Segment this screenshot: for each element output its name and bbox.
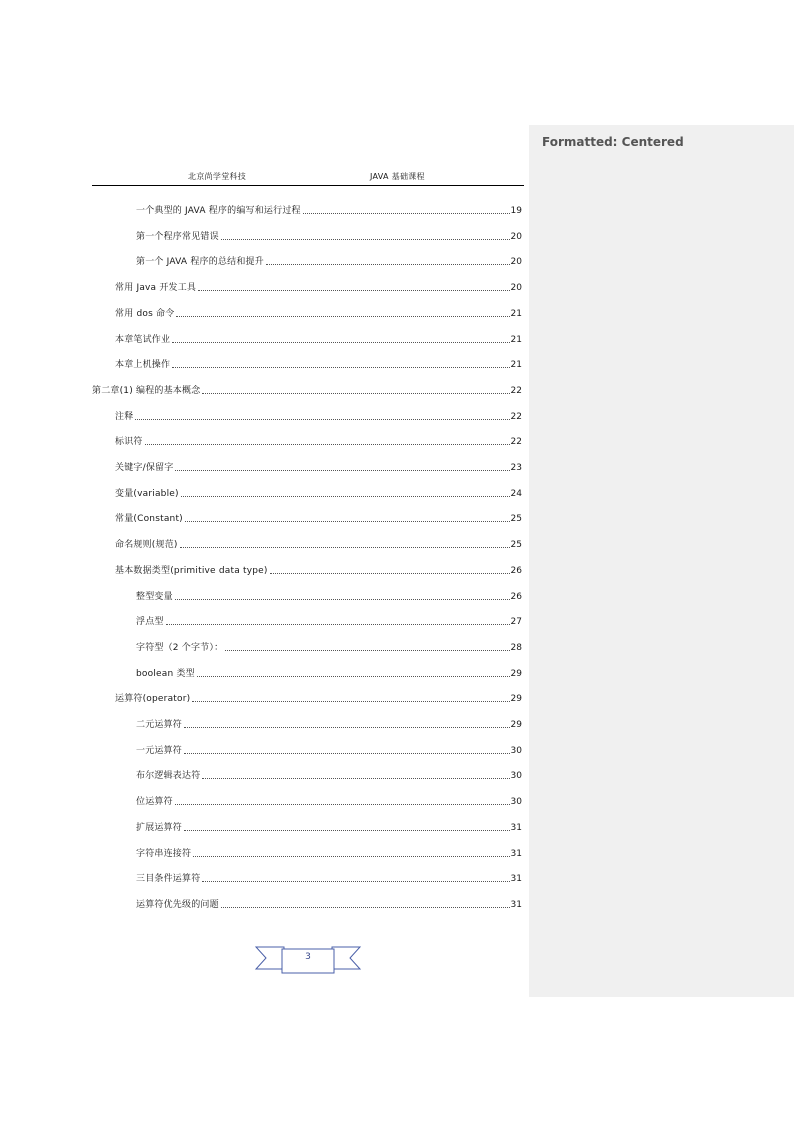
toc-entry-page: 31 [510, 900, 522, 910]
toc-dot-leader [175, 599, 510, 600]
toc-entry-title: 第一个程序常见错误 [136, 232, 219, 242]
toc-dot-leader [221, 239, 510, 240]
page-number: 3 [305, 952, 311, 962]
toc-entry[interactable] [115, 434, 522, 448]
toc-entry-page: 24 [510, 489, 522, 499]
toc-dot-leader [166, 624, 510, 625]
toc-entry-page: 21 [510, 335, 522, 345]
toc-dot-leader [221, 907, 510, 908]
toc-entry-page: 21 [510, 309, 522, 319]
toc-entry[interactable] [136, 229, 522, 243]
header-right-text: JAVA 基础课程 [370, 172, 425, 181]
toc-entry-page: 31 [510, 874, 522, 884]
toc-entry-title: 整型变量 [136, 592, 173, 602]
toc-entry-page: 22 [510, 412, 522, 422]
toc-entry[interactable] [115, 357, 522, 371]
toc-entry-title: 标识符 [115, 437, 143, 447]
toc-dot-leader [145, 444, 510, 445]
toc-entry-title: 本章笔试作业 [115, 335, 171, 345]
toc-dot-leader [184, 727, 510, 728]
toc-dot-leader [184, 753, 510, 754]
toc-entry-page: 28 [510, 643, 522, 653]
toc-dot-leader [172, 342, 509, 343]
toc-entry-title: 常用 Java 开发工具 [115, 283, 197, 293]
toc-entry-title: 布尔逻辑表达符 [136, 771, 201, 781]
toc-entry[interactable] [115, 280, 522, 294]
toc-dot-leader [176, 316, 509, 317]
toc-entry-page: 29 [510, 694, 522, 704]
toc-dot-leader [202, 393, 509, 394]
toc-entry[interactable] [115, 306, 522, 320]
toc-dot-leader [266, 264, 510, 265]
toc-dot-leader [135, 419, 509, 420]
toc-entry-title: 浮点型 [136, 617, 164, 627]
toc-dot-leader [202, 778, 509, 779]
toc-entry[interactable] [115, 460, 522, 474]
toc-entry-page: 31 [510, 849, 522, 859]
toc-dot-leader [193, 856, 509, 857]
toc-dot-leader [185, 521, 510, 522]
toc-entry-page: 30 [510, 797, 522, 807]
toc-entry-page: 21 [510, 360, 522, 370]
toc-entry[interactable] [136, 820, 522, 834]
toc-entry-title: 运算符优先级的问题 [136, 900, 219, 910]
toc-entry-title: 扩展运算符 [136, 823, 183, 833]
toc-entry-title: 位运算符 [136, 797, 173, 807]
toc-entry[interactable] [136, 614, 522, 628]
toc-entry-page: 30 [510, 771, 522, 781]
toc-dot-leader [180, 547, 510, 548]
toc-entry-title: 第一个 JAVA 程序的总结和提升 [136, 257, 264, 267]
toc-entry-page: 26 [510, 566, 522, 576]
toc-entry-page: 22 [510, 437, 522, 447]
toc-entry[interactable] [136, 846, 522, 860]
toc-entry-title: 命名规则(规范) [115, 540, 178, 550]
toc-entry[interactable] [136, 254, 522, 268]
toc-entry-title: 一个典型的 JAVA 程序的编写和运行过程 [136, 206, 301, 216]
toc-entry[interactable] [136, 768, 522, 782]
toc-entry[interactable] [136, 717, 522, 731]
toc-entry[interactable] [136, 871, 522, 885]
header-rule [92, 185, 524, 186]
toc-entry-title: 常量(Constant) [115, 514, 183, 524]
toc-entry-page: 23 [510, 463, 522, 473]
toc-entry-title: 字符型（2 个字节）： [136, 643, 224, 653]
toc-entry-title: 一元运算符 [136, 746, 183, 756]
toc-entry[interactable] [136, 666, 522, 680]
toc-dot-leader [175, 470, 509, 471]
toc-entry-page: 29 [510, 720, 522, 730]
toc-entry-title: 运算符(operator) [115, 694, 191, 704]
toc-entry-title: 第二章(1) 编程的基本概念 [92, 386, 201, 396]
toc-dot-leader [192, 701, 509, 702]
toc-entry-title: 本章上机操作 [115, 360, 171, 370]
toc-dot-leader [184, 830, 510, 831]
toc-entry-page: 22 [510, 386, 522, 396]
toc-entry-page: 19 [510, 206, 522, 216]
toc-entry[interactable] [136, 743, 522, 757]
page-header [92, 168, 524, 186]
toc-entry-page: 30 [510, 746, 522, 756]
toc-entry[interactable] [115, 511, 522, 525]
toc-entry-page: 27 [510, 617, 522, 627]
toc-entry-title: 二元运算符 [136, 720, 183, 730]
toc-entry-title: 关键字/保留字 [115, 463, 174, 473]
toc-dot-leader [181, 496, 510, 497]
comment-title: Formatted: Centered [542, 135, 684, 149]
toc-entry-page: 26 [510, 592, 522, 602]
header-left-text: 北京尚学堂科技 [188, 172, 247, 181]
toc-entry-page: 20 [510, 232, 522, 242]
toc-dot-leader [303, 213, 510, 214]
toc-entry-title: 注释 [115, 412, 134, 422]
toc-entry-page: 29 [510, 669, 522, 679]
toc-entry-page: 20 [510, 257, 522, 267]
toc-entry-page: 31 [510, 823, 522, 833]
toc-entry[interactable] [115, 537, 522, 551]
toc-entry[interactable] [136, 897, 522, 911]
toc-entry[interactable] [136, 203, 522, 217]
toc-entry[interactable] [136, 794, 522, 808]
toc-dot-leader [225, 650, 509, 651]
toc-dot-leader [198, 290, 509, 291]
toc-entry-title: 三目条件运算符 [136, 874, 201, 884]
comment-pane [529, 125, 794, 997]
toc-entry[interactable] [136, 640, 522, 654]
toc-entry[interactable] [115, 409, 522, 423]
toc-entry-title: 字符串连接符 [136, 849, 192, 859]
toc-entry-page: 25 [510, 540, 522, 550]
toc-entry-page: 20 [510, 283, 522, 293]
toc-entry-title: 变量(variable) [115, 489, 179, 499]
toc-entry[interactable] [136, 589, 522, 603]
toc-dot-leader [172, 367, 509, 368]
toc-dot-leader [270, 573, 510, 574]
toc-entry-title: 基本数据类型(primitive data type) [115, 566, 268, 576]
toc-entry[interactable] [92, 383, 522, 397]
toc-entry[interactable] [115, 563, 522, 577]
toc-entry-title: boolean 类型 [136, 669, 195, 679]
toc-dot-leader [197, 676, 510, 677]
toc-dot-leader [202, 881, 509, 882]
toc-entry[interactable] [115, 486, 522, 500]
toc-entry[interactable] [115, 332, 522, 346]
toc-entry-page: 25 [510, 514, 522, 524]
toc-entry-title: 常用 dos 命令 [115, 309, 175, 319]
toc-dot-leader [175, 804, 510, 805]
toc-entry[interactable] [115, 691, 522, 705]
